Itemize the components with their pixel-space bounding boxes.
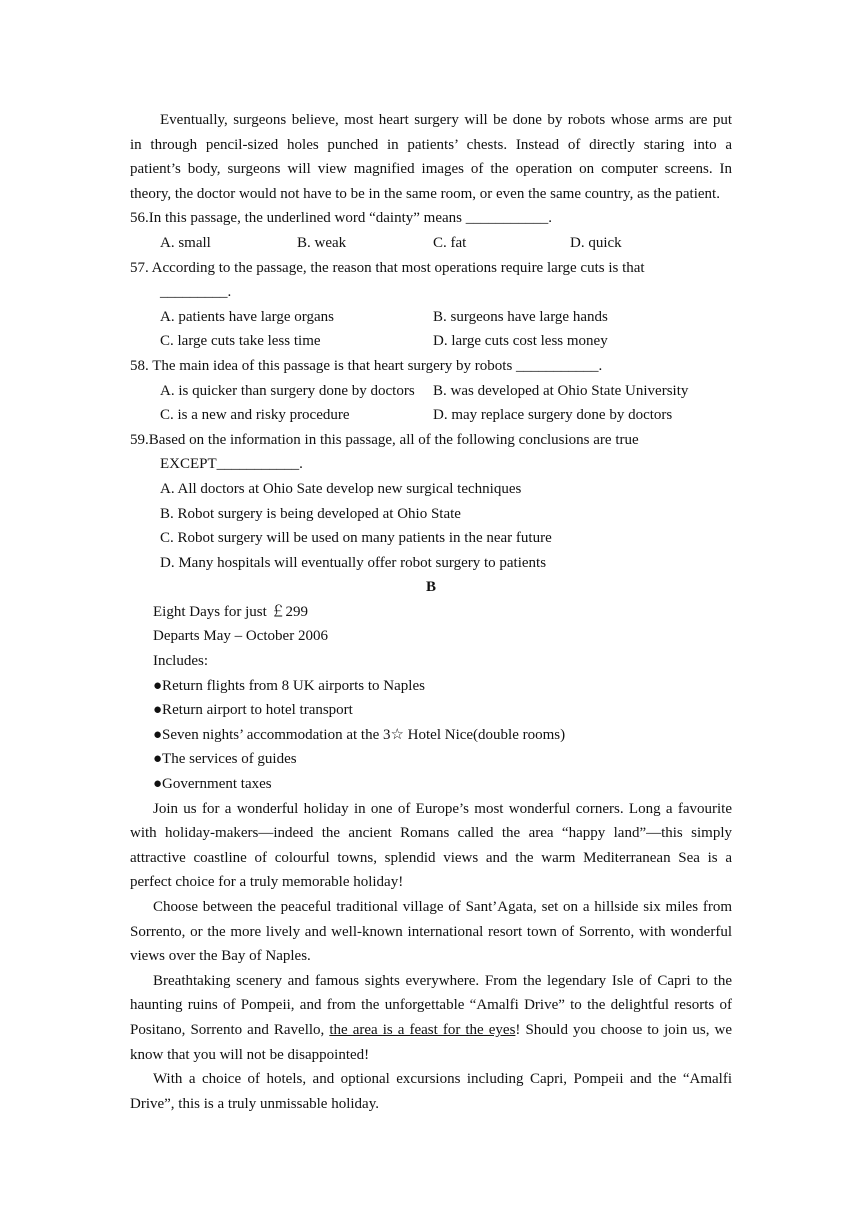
ad-bullet: ●Seven nights’ accommodation at the 3☆ Hotel Nice(double rooms) bbox=[153, 726, 566, 743]
question-56-stem: 56.In this passage, the underlined word “dainty” means ___________. bbox=[130, 210, 552, 227]
paragraph-line: perfect choice for a truly memorable holiday! bbox=[130, 874, 404, 891]
option-c: C. large cuts take less time bbox=[160, 333, 321, 350]
passage-line: Eventually, surgeons believe, most heart surgery will be done by robots whose arms are put bbox=[160, 112, 732, 128]
option-d: D. large cuts cost less money bbox=[433, 333, 608, 350]
ad-line: Includes: bbox=[153, 653, 208, 670]
ad-bullet: ●Return airport to hotel transport bbox=[153, 702, 353, 719]
ad-line: Departs May – October 2006 bbox=[153, 628, 328, 645]
option-d: D. Many hospitals will eventually offer robot surgery to patients bbox=[160, 554, 547, 571]
option-c: C. is a new and risky procedure bbox=[160, 407, 350, 424]
ad-bullet: ●The services of guides bbox=[153, 751, 297, 768]
paragraph-line: haunting ruins of Pompeii, and from the unforgettable “Amalfi Drive” to the delightful resorts of bbox=[130, 997, 732, 1014]
ad-bullet: ●Government taxes bbox=[153, 776, 272, 793]
question-58-options-row1 bbox=[130, 379, 732, 404]
option-c: C. fat bbox=[433, 234, 467, 251]
question-58-stem: 58. The main idea of this passage is that heart surgery by robots ___________. bbox=[130, 357, 603, 374]
ad-bullet: ●Return flights from 8 UK airports to Naples bbox=[153, 677, 425, 694]
question-57-stem: 57. According to the passage, the reason that most operations require large cuts is that bbox=[130, 259, 645, 276]
paragraph-line: know that you will not be disappointed! bbox=[130, 1046, 370, 1063]
paragraph-line: views over the Bay of Naples. bbox=[130, 948, 311, 965]
option-d: D. may replace surgery done by doctors bbox=[433, 407, 673, 424]
option-b: B. weak bbox=[297, 234, 347, 251]
paragraph-line-underlined bbox=[130, 1018, 732, 1043]
option-a: A. All doctors at Ohio Sate develop new surgical techniques bbox=[160, 480, 522, 497]
question-59-stem: 59.Based on the information in this passage, all of the following conclusions are true bbox=[130, 431, 639, 448]
paragraph-line: Sorrento, or the more lively and well-known international resort town of Sorrento, with wonderful bbox=[130, 923, 732, 940]
paragraph-line: Breathtaking scenery and famous sights everywhere. From the legendary Isle of Capri to the bbox=[153, 972, 732, 989]
paragraph-line: With a choice of hotels, and optional excursions including Capri, Pompeii and the “Amalfi bbox=[153, 1071, 732, 1088]
option-c: C. Robot surgery will be used on many patients in the near future bbox=[160, 530, 552, 547]
question-56-options bbox=[130, 231, 732, 256]
option-b: B. surgeons have large hands bbox=[433, 308, 608, 325]
passage-line: theory, the doctor would not have to be in the same room, or even the same country, as the patient. bbox=[130, 185, 720, 202]
passage-line: in through pencil-sized holes punched in patients’ chests. Instead of directly staring into a bbox=[130, 136, 732, 153]
paragraph-line: Drive”, this is a truly unmissable holiday. bbox=[130, 1095, 379, 1112]
ad-line: Eight Days for just ￡299 bbox=[153, 603, 308, 620]
option-d: D. quick bbox=[570, 234, 622, 251]
passage-line: patient’s body, surgeons will view magnified images of the operation on computer screens. In bbox=[130, 161, 732, 178]
underlined-phrase: the area is a feast for the eyes bbox=[329, 1021, 516, 1038]
option-a: A. small bbox=[160, 234, 211, 251]
question-57-blank: _________. bbox=[160, 284, 232, 301]
text-run: Positano, Sorrento and Ravello, bbox=[130, 1021, 330, 1038]
option-b: B. was developed at Ohio State University bbox=[433, 382, 689, 399]
option-a: A. patients have large organs bbox=[160, 308, 334, 325]
text-run: ! Should you choose to join us, we bbox=[515, 1021, 732, 1038]
question-58-options-row2 bbox=[130, 403, 732, 428]
option-b: B. Robot surgery is being developed at Ohio State bbox=[160, 505, 461, 522]
question-57-options-row1 bbox=[130, 305, 732, 330]
section-b-heading: B bbox=[425, 579, 436, 596]
question-57-options-row2 bbox=[130, 329, 732, 354]
paragraph-line: Join us for a wonderful holiday in one of Europe’s most wonderful corners. Long a favourite bbox=[153, 800, 732, 817]
paragraph-line: with holiday-makers—indeed the ancient Romans called the area “happy land”—this simply bbox=[130, 825, 732, 842]
paragraph-line: attractive coastline of colourful towns, splendid views and the warm Mediterranean Sea is a bbox=[130, 849, 732, 866]
paragraph-line: Choose between the peaceful traditional village of Sant’Agata, set on a hillside six miles from bbox=[153, 899, 732, 915]
document-content bbox=[130, 108, 732, 1116]
question-59-stem-cont: EXCEPT___________. bbox=[160, 456, 303, 473]
option-a: A. is quicker than surgery done by doctors bbox=[160, 382, 415, 399]
